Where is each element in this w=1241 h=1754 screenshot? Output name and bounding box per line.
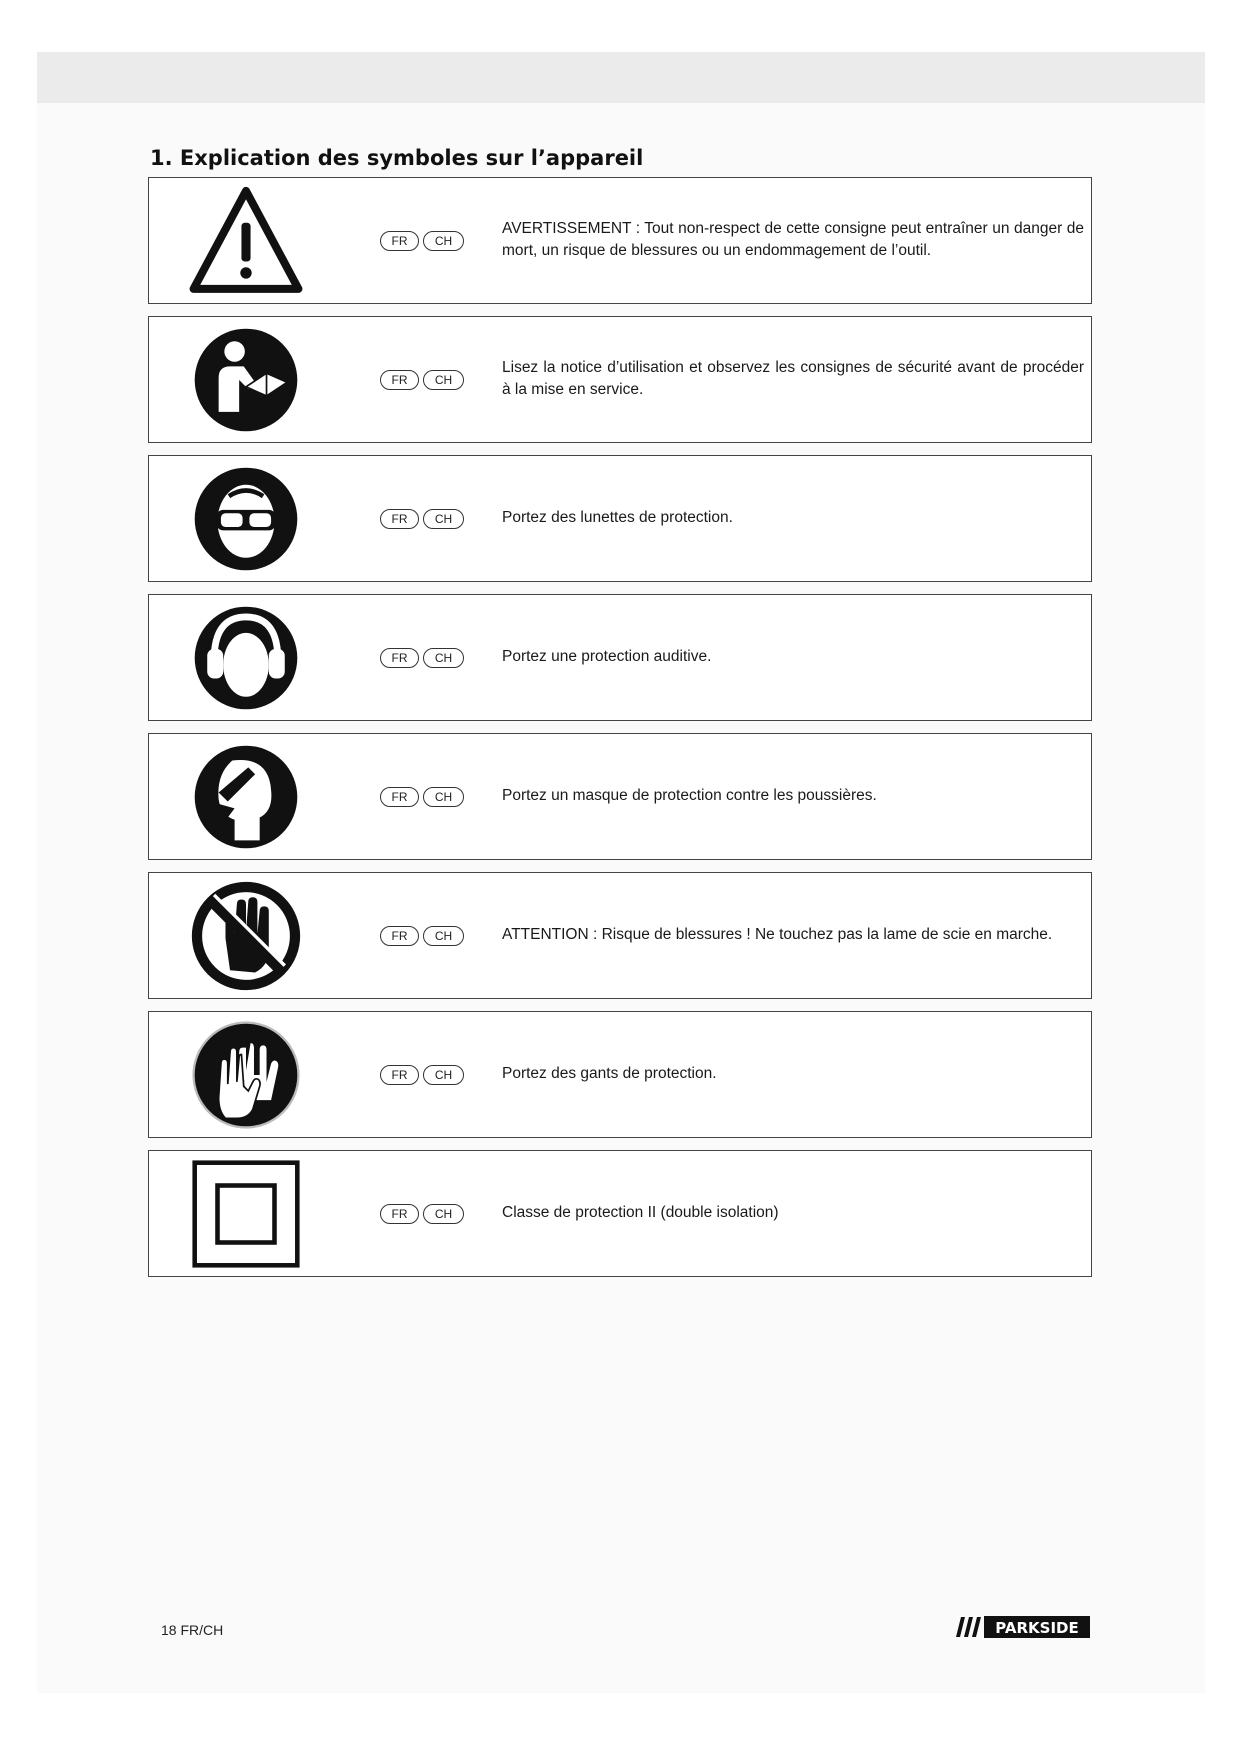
- symbol-row-ear-protection: [148, 594, 1092, 721]
- parkside-logo: [954, 1615, 1091, 1639]
- ch-badge: CH: [423, 509, 464, 529]
- page-number: 18 FR/CH: [161, 1622, 224, 1638]
- symbol-description: Portez un masque de protection contre les poussières.: [502, 787, 877, 804]
- ch-badge: CH: [423, 787, 464, 807]
- symbol-row-gloves: [148, 1011, 1092, 1138]
- symbol-description: Portez des lunettes de protection.: [502, 509, 733, 526]
- symbol-row-manual: [148, 316, 1092, 443]
- warning-triangle-icon: [189, 184, 303, 298]
- dust-mask-icon: [189, 740, 303, 854]
- header-band: [37, 52, 1205, 103]
- ch-badge: CH: [423, 926, 464, 946]
- protective-gloves-icon: [189, 1018, 303, 1132]
- symbol-row-no-touch: [148, 872, 1092, 999]
- ear-protection-icon: [189, 601, 303, 715]
- section-title: 1. Explication des symboles sur l’appareil: [150, 146, 644, 170]
- ch-badge: CH: [423, 1065, 464, 1085]
- symbol-row-goggles: [148, 455, 1092, 582]
- ch-badge: CH: [423, 231, 464, 251]
- ch-badge: CH: [423, 648, 464, 668]
- fr-badge: FR: [380, 370, 419, 390]
- symbol-description: Portez des gants de protection.: [502, 1065, 717, 1082]
- country-codes: [380, 1065, 465, 1087]
- country-codes: [380, 509, 465, 531]
- no-touch-hand-icon: [189, 879, 303, 993]
- country-codes: [380, 926, 465, 948]
- fr-badge: FR: [380, 1204, 419, 1224]
- fr-badge: FR: [380, 648, 419, 668]
- symbol-description: ATTENTION : Risque de blessures ! Ne touchez pas la lame de scie en marche.: [502, 926, 1053, 943]
- country-codes: [380, 648, 465, 670]
- country-codes: [380, 787, 465, 809]
- symbol-row-dust-mask: [148, 733, 1092, 860]
- symbol-row-warning: [148, 177, 1092, 304]
- symbol-description: AVERTISSEMENT : Tout non-respect de cette consigne peut entraîner un danger de mort, un risque de blessures ou un endommagement de l’outil.: [502, 220, 1084, 259]
- protection-class-ii-icon: [189, 1157, 303, 1271]
- brand-name: PARKSIDE: [995, 1619, 1079, 1637]
- fr-badge: FR: [380, 926, 419, 946]
- fr-badge: FR: [380, 509, 419, 529]
- symbol-row-protection-class: [148, 1150, 1092, 1277]
- fr-badge: FR: [380, 1065, 419, 1085]
- fr-badge: FR: [380, 231, 419, 251]
- country-codes: [380, 231, 465, 253]
- read-manual-icon: [189, 323, 303, 437]
- safety-goggles-icon: [189, 462, 303, 576]
- symbol-description: Classe de protection II (double isolation): [502, 1204, 779, 1221]
- ch-badge: CH: [423, 1204, 464, 1224]
- ch-badge: CH: [423, 370, 464, 390]
- symbol-description: Lisez la notice d’utilisation et observez les consignes de sécurité avant de procéder à la mise en service.: [502, 359, 1084, 398]
- symbol-description: Portez une protection auditive.: [502, 648, 712, 665]
- country-codes: [380, 370, 465, 392]
- country-codes: [380, 1204, 465, 1226]
- fr-badge: FR: [380, 787, 419, 807]
